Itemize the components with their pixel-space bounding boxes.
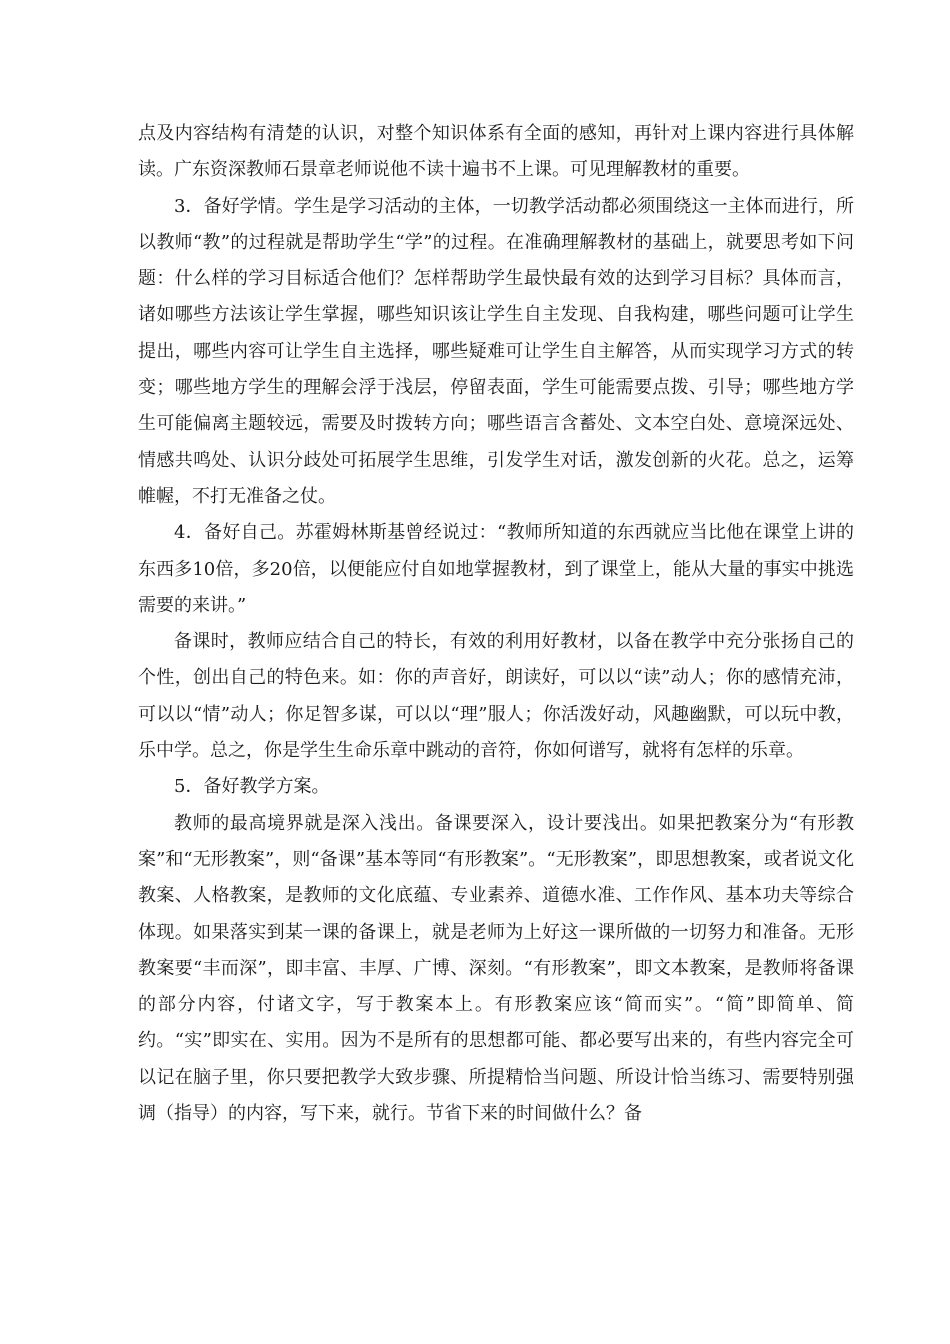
paragraph-self-preparation: 4．备好自己。苏霍姆林斯基曾经说过：“教师所知道的东西就应当比他在课堂上讲的东西多10倍，多20倍，以便能应付自如地掌握教材，到了课堂上，能从大量的事实中挑选需要的来讲。” [138,522,854,616]
paragraph-learner-analysis: 3．备好学情。学生是学习活动的主体，一切教学活动都必须围绕这一主体而进行，所以教师“教”的过程就是帮助学生“学”的过程。在准确理解教材的基础上，就要思考如下问题：什么样的学习目标适合他们？怎样帮助学生最快最有效的达到学习目标？具体而言，诸如哪些方法该让学生掌握，哪些知识该让学生自主发现、自我构建，哪些问题可让学生提出，哪些内容可让学生自主选择，哪些疑难可让学生自主解答，从而实现学习方式的转变；哪些地方学生的理解会浮于浅层，停留表面，学生可能需要点拨、引导；哪些地方学生可能偏离主题较远，需要及时拨转方向；哪些语言含蓄处、文本空白处、意境深远处、情感共鸣处、认识分歧处可拓展学生思维，引发学生对话，激发创新的火花。总之，运筹帷幄，不打无准备之仗。 [138,195,854,507]
document-page [138,116,854,1132]
paragraph-teacher-strengths: 备课时，教师应结合自己的特长，有效的利用好教材，以备在教学中充分张扬自己的个性，创出自己的特色来。如：你的声音好，朗读好，可以以“读”动人；你的感情充沛，可以以“情”动人；你足智多谋，可以以“理”服人；你活泼好动，风趣幽默，可以玩中教，乐中学。总之，你是学生生命乐章中跳动的音符，你如何谱写，就将有怎样的乐章。 [138,631,854,762]
paragraph-teaching-plan-heading: 5．备好教学方案。 [174,776,330,798]
paragraph-teaching-plan-body: 教师的最高境界就是深入浅出。备课要深入，设计要浅出。如果把教案分为“有形教案”和“无形教案”，则“备课”基本等同“有形教案”。“无形教案”，即思想教案，或者说文化教案、人格教案，是教师的文化底蕴、专业素养、道德水准、工作作风、基本功夫等综合体现。如果落实到某一课的备课上，就是老师为上好这一课所做的一切努力和准备。无形教案要“丰而深”，即丰富、丰厚、广博、深刻。“有形教案”，即文本教案，是教师将备课的部分内容，付诸文字，写于教案本上。有形教案应该“简而实”。“简”即简单、简约。“实”即实在、实用。因为不是所有的思想都可能、都必要写出来的，有些内容完全可以记在脑子里，你只要把教学大致步骤、所提精恰当问题、所设计恰当练习、需要特别强调（指导）的内容，写下来，就行。节省下来的时间做什么？备 [138,812,854,1125]
paragraph-continuation: 点及内容结构有清楚的认识，对整个知识体系有全面的感知，再针对上课内容进行具体解读。广东资深教师石景章老师说他不读十遍书不上课。可见理解教材的重要。 [138,123,854,181]
